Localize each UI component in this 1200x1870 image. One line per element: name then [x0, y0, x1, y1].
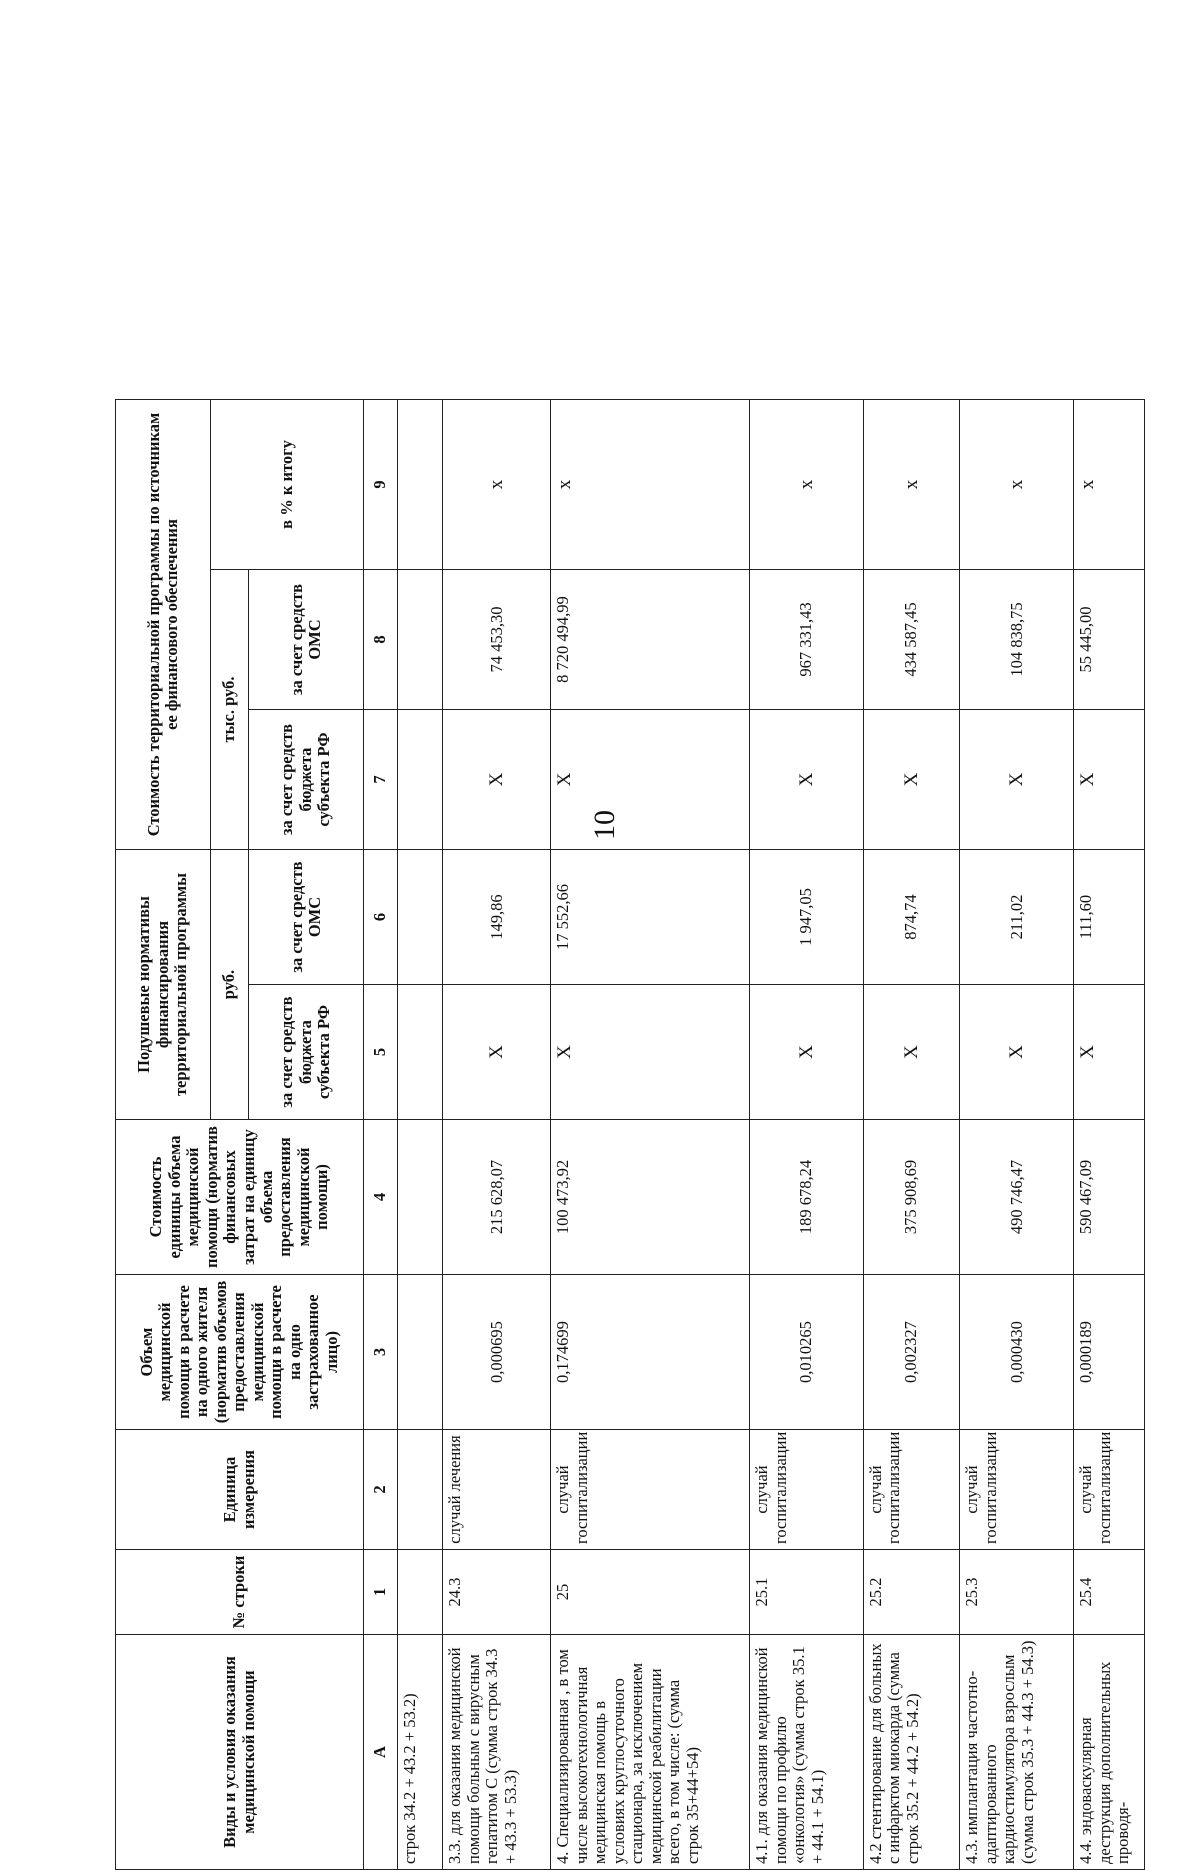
cell-per-capita-budget: X	[960, 985, 1074, 1120]
cell-cost-budget: X	[551, 710, 750, 850]
header-care-type: Виды и условия оказания медицинской помощи	[116, 1635, 364, 1870]
cell-percent: x	[750, 399, 864, 569]
cell-unit: случай госпитализации	[960, 1430, 1074, 1550]
cell-percent: x	[960, 399, 1074, 569]
index-8: 8	[364, 570, 398, 710]
header-unit-thousand-rub: тыс. руб.	[211, 570, 249, 850]
cell-cost-oms: 434 587,45	[863, 570, 960, 710]
cell-line-number: 25.3	[960, 1550, 1074, 1635]
cell-per-capita-budget: X	[750, 985, 864, 1120]
cell-unit-cost: 590 467,09	[1074, 1120, 1145, 1275]
cell-per-capita-oms: 111,60	[1074, 850, 1145, 985]
table-row	[750, 399, 864, 1869]
page-number: 10	[588, 810, 621, 840]
cell-percent: x	[863, 399, 960, 569]
table-row	[398, 399, 443, 1869]
header-unit: Единица измерения	[116, 1430, 364, 1550]
index-6: 6	[364, 850, 398, 985]
index-2: 2	[364, 1430, 398, 1550]
index-3: 3	[364, 1275, 398, 1430]
cell-cost-oms: 74 453,30	[443, 570, 551, 710]
cell-volume: 0,174699	[551, 1275, 750, 1430]
cell-per-capita-budget: X	[1074, 985, 1145, 1120]
cell-cost-oms: 8 720 494,99	[551, 570, 750, 710]
cell-percent: x	[1074, 399, 1145, 569]
header-line-number: № строки	[116, 1550, 364, 1635]
cell-per-capita-oms	[398, 850, 443, 985]
header-unit-rub: руб.	[211, 850, 249, 1120]
cell-cost-budget: X	[960, 710, 1074, 850]
cell-unit	[398, 1430, 443, 1550]
cell-percent	[398, 399, 443, 569]
cell-volume: 0,010265	[750, 1275, 864, 1430]
index-a: А	[364, 1635, 398, 1870]
cell-cost-oms: 104 838,75	[960, 570, 1074, 710]
cell-care-type: 4.4. эндоваскулярная деструкция дополнительных проводя-	[1074, 1635, 1145, 1870]
cell-care-type: 3.3. для оказания медицинской помощи больным с вирусным гепатитом С (сумма строк 34.3 + 43.3 + 53.3)	[443, 1635, 551, 1870]
cell-cost-budget: X	[863, 710, 960, 850]
cell-cost-oms: 55 445,00	[1074, 570, 1145, 710]
cell-per-capita-budget: X	[551, 985, 750, 1120]
cell-percent: x	[443, 399, 551, 569]
cell-unit-cost: 375 908,69	[863, 1120, 960, 1275]
cell-unit-cost	[398, 1120, 443, 1275]
header-volume: Объем медицинской помощи в расчете на одного жителя (норматив объемов предоставления медицинской помощи в расчете на одно застрахованное лицо)	[116, 1275, 364, 1430]
header-unit-cost: Стоимость единицы объема медицинской помощи (норматив финансовых затрат на единицу объема предоставления медицинской помощи)	[116, 1120, 364, 1275]
cell-cost-oms: 967 331,43	[750, 570, 864, 710]
cell-volume	[398, 1275, 443, 1430]
cell-unit: случай госпитализации	[750, 1430, 864, 1550]
cell-care-type: строк 34.2 + 43.2 + 53.2)	[398, 1635, 443, 1870]
header-per-capita-group: Подушевые нормативы финансирования территориальной программы	[116, 850, 211, 1120]
cell-cost-budget: X	[750, 710, 864, 850]
cell-unit-cost: 189 678,24	[750, 1120, 864, 1275]
medical-care-cost-table	[115, 399, 1145, 1870]
cell-per-capita-oms: 17 552,66	[551, 850, 750, 985]
header-cost-budget: за счет средств бюджета субъекта РФ	[249, 710, 364, 850]
index-9: 9	[364, 399, 398, 569]
header-cost-group: Стоимость территориальной программы по источникам ее финансового обеспечения	[116, 399, 211, 849]
index-1: 1	[364, 1550, 398, 1635]
table-row	[863, 399, 960, 1869]
cell-volume: 0,000430	[960, 1275, 1074, 1430]
cell-line-number: 25	[551, 1550, 750, 1635]
cell-per-capita-budget	[398, 985, 443, 1120]
cell-per-capita-oms: 211,02	[960, 850, 1074, 985]
cell-care-type: 4.1. для оказания медицинской помощи по профилю «онкология» (сумма строк 35.1 + 44.1 + 54.1)	[750, 1635, 864, 1870]
rotated-table-container	[115, 400, 1145, 1870]
table-row	[551, 399, 750, 1869]
cell-line-number: 25.4	[1074, 1550, 1145, 1635]
cell-care-type: 4.2 стентирование для больных с инфарктом миокарда (сумма строк 35.2 + 44.2 + 54.2)	[863, 1635, 960, 1870]
cell-cost-budget: X	[443, 710, 551, 850]
index-5: 5	[364, 985, 398, 1120]
cell-care-type: 4. Специализированная , в том числе высокотехнологичная медицинская помощь в условиях круглосуточного стационара, за исключением медицинской реабилитации всего, в том числе: (сумма строк 35+44+54)	[551, 1635, 750, 1870]
header-per-capita-budget: за счет средств бюджета субъекта РФ	[249, 985, 364, 1120]
cell-per-capita-oms: 1 947,05	[750, 850, 864, 985]
cell-line-number: 24.3	[443, 1550, 551, 1635]
header-per-capita-oms: за счет средств ОМС	[249, 850, 364, 985]
cell-unit: случай госпитализации	[551, 1430, 750, 1550]
cell-cost-oms	[398, 570, 443, 710]
cell-cost-budget: X	[1074, 710, 1145, 850]
cell-volume: 0,000189	[1074, 1275, 1145, 1430]
table-row	[443, 399, 551, 1869]
cell-care-type: 4.3. имплантация частотно-адаптированного кардиостимулятора взрослым (сумма строк 35.3 + 44.3 + 54.3)	[960, 1635, 1074, 1870]
cell-line-number: 25.1	[750, 1550, 864, 1635]
header-cost-oms: за счет средств ОМС	[249, 570, 364, 710]
cell-volume: 0,000695	[443, 1275, 551, 1430]
cell-unit-cost: 490 746,47	[960, 1120, 1074, 1275]
cell-volume: 0,002327	[863, 1275, 960, 1430]
cell-unit-cost: 215 628,07	[443, 1120, 551, 1275]
cell-percent: x	[551, 399, 750, 569]
cell-cost-budget	[398, 710, 443, 850]
cell-per-capita-budget: X	[443, 985, 551, 1120]
cell-unit: случай лечения	[443, 1430, 551, 1550]
table-row	[1074, 399, 1145, 1869]
table-row	[960, 399, 1074, 1869]
cell-per-capita-budget: X	[863, 985, 960, 1120]
cell-unit-cost: 100 473,92	[551, 1120, 750, 1275]
index-7: 7	[364, 710, 398, 850]
cell-unit: случай госпитализации	[1074, 1430, 1145, 1550]
cell-per-capita-oms: 149,86	[443, 850, 551, 985]
cell-line-number	[398, 1550, 443, 1635]
cell-line-number: 25.2	[863, 1550, 960, 1635]
header-percent: в % к итогу	[211, 399, 364, 569]
index-4: 4	[364, 1120, 398, 1275]
cell-unit: случай госпитализации	[863, 1430, 960, 1550]
cell-per-capita-oms: 874,74	[863, 850, 960, 985]
